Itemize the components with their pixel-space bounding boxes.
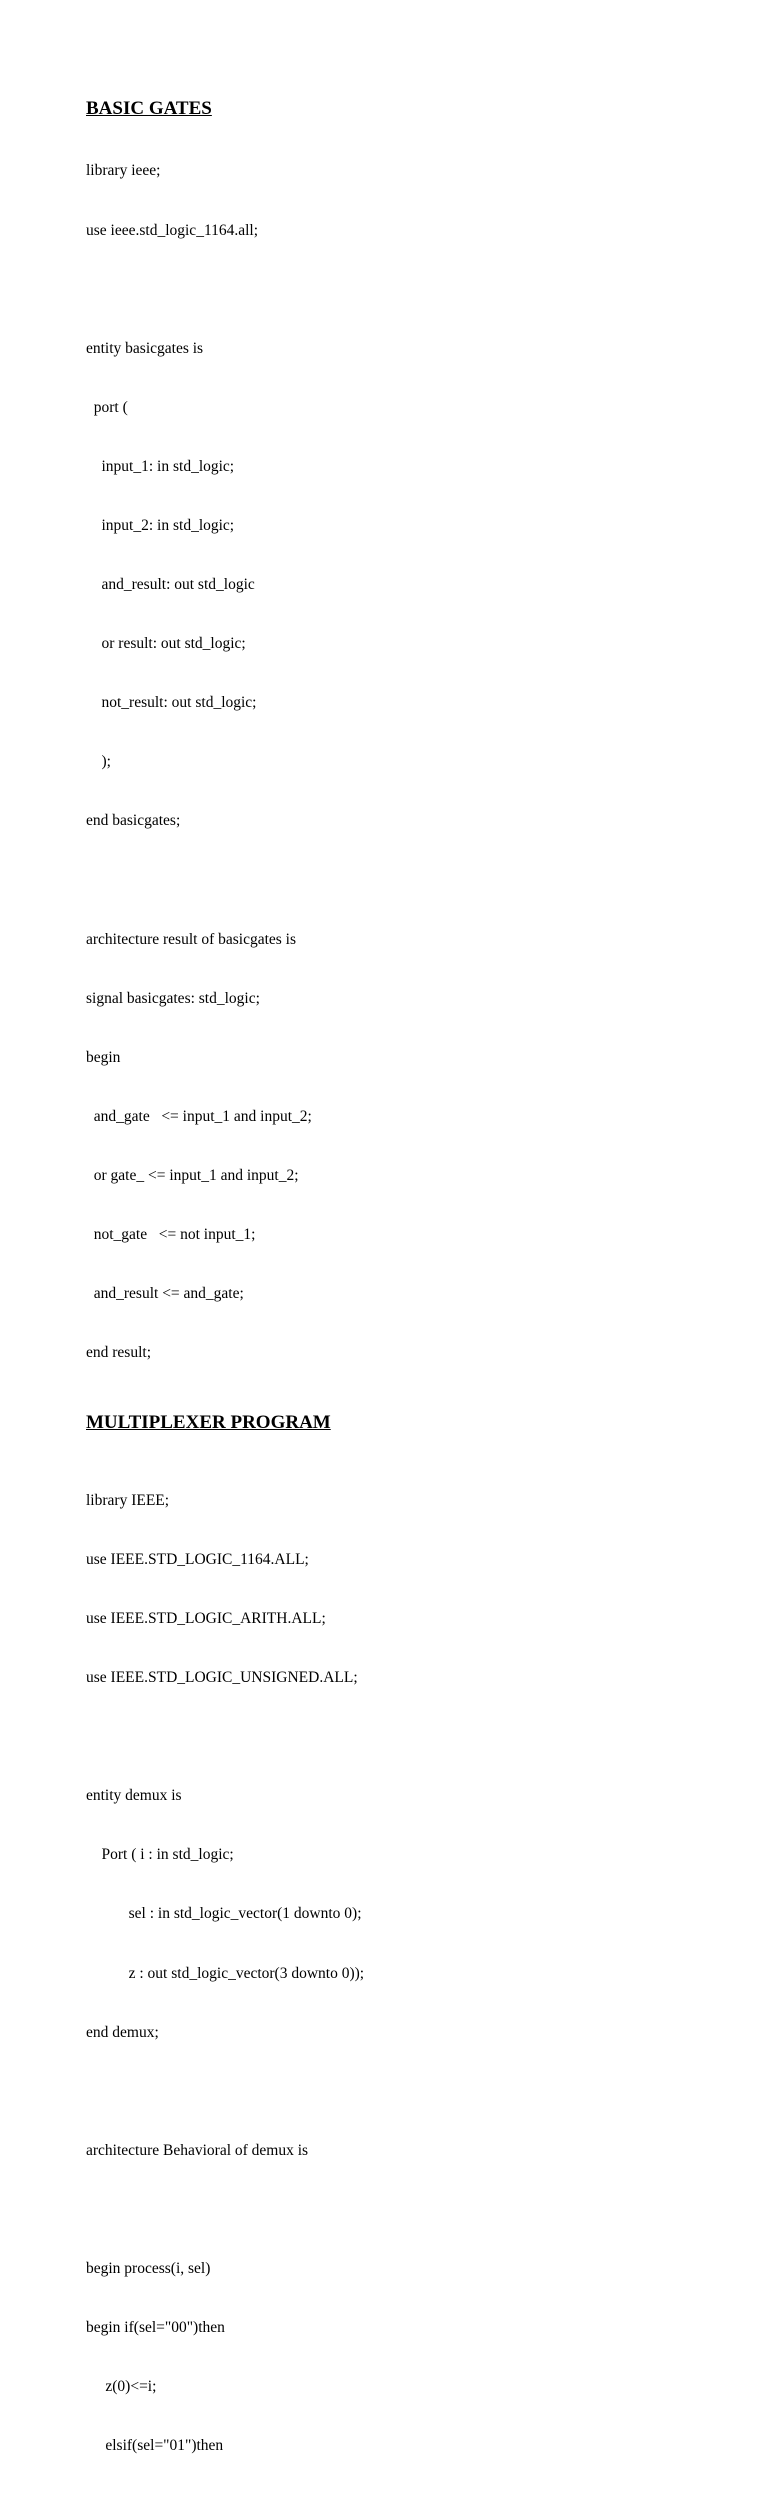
code-line: entity demux is <box>86 1787 182 1805</box>
code-line: library IEEE; <box>86 1491 170 1509</box>
code-line: use IEEE.STD_LOGIC_ARITH.ALL; <box>86 1609 326 1627</box>
code-line: architecture Behavioral of demux is <box>86 2141 309 2159</box>
code-line <box>86 280 746 300</box>
code-line: not_gate <= not input_1; <box>86 1226 256 1244</box>
code-line <box>86 2082 746 2102</box>
code-line: use IEEE.STD_LOGIC_1164.ALL; <box>86 1550 309 1568</box>
code-line: Port ( i : in std_logic; <box>86 1846 234 1864</box>
code-line: use ieee.std_logic_1164.all; <box>86 221 259 239</box>
code-line: elsif(sel="01")then <box>86 2437 224 2455</box>
code-line: and_gate <= input_1 and input_2; <box>86 1107 312 1125</box>
code-line: begin <box>86 1048 121 1066</box>
code-line: use IEEE.STD_LOGIC_UNSIGNED.ALL; <box>86 1669 358 1687</box>
code-line <box>86 1727 746 1747</box>
code-line <box>86 871 746 891</box>
code-line: not_result: out std_logic; <box>86 694 257 712</box>
code-line: input_2: in std_logic; <box>86 516 235 534</box>
code-block-basic-gates <box>86 122 746 1402</box>
code-line: architecture result of basicgates is <box>86 930 297 948</box>
code-line: end demux; <box>86 2023 159 2041</box>
code-line: signal basicgates: std_logic; <box>86 989 260 1007</box>
code-line: z : out std_logic_vector(3 downto 0)); <box>86 1964 365 1982</box>
section-title-basic-gates: BASIC GATES <box>86 98 212 119</box>
code-line: and_result: out std_logic <box>86 576 255 594</box>
code-line: z(0)<=i; <box>86 2378 157 2396</box>
code-line: or gate_ <= input_1 and input_2; <box>86 1167 299 1184</box>
code-line: entity basicgates is <box>86 339 204 357</box>
code-block-multiplexer <box>86 1451 746 2495</box>
code-line: port ( <box>86 398 128 416</box>
code-line: library ieee; <box>86 162 161 180</box>
code-line: end result; <box>86 1344 151 1362</box>
code-line: end basicgates; <box>86 812 181 830</box>
code-line: and_result <= and_gate; <box>86 1285 244 1303</box>
code-line: input_1: in std_logic; <box>86 457 235 475</box>
code-line: begin process(i, sel) <box>86 2260 211 2277</box>
code-line: ); <box>86 753 111 771</box>
code-line: sel : in std_logic_vector(1 downto 0); <box>86 1905 362 1923</box>
code-line: or result: out std_logic; <box>86 635 246 653</box>
code-line: begin if(sel="00")then <box>86 2319 225 2337</box>
document-page <box>86 96 746 2495</box>
section-title-multiplexer: MULTIPLEXER PROGRAM <box>86 1412 331 1434</box>
code-line <box>86 2200 746 2220</box>
